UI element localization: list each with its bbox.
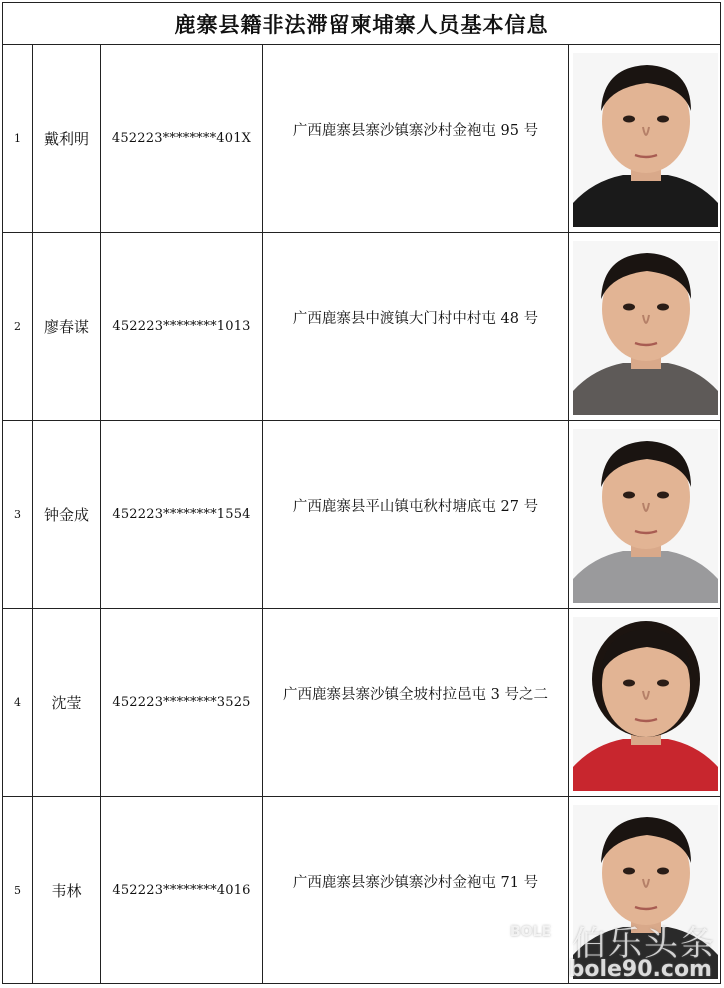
watermark-text: 伯乐头条 xyxy=(572,924,716,964)
table-row xyxy=(3,233,720,421)
person-name: 沈莹 xyxy=(33,609,101,796)
row-index: 1 xyxy=(3,45,33,232)
portrait-icon xyxy=(573,617,718,791)
id-number: 452223********3525 xyxy=(101,609,263,796)
person-name: 韦林 xyxy=(33,797,101,983)
id-number: 452223********1554 xyxy=(101,421,263,608)
home-address: 广西鹿寨县寨沙镇寨沙村金袍屯 71 号 xyxy=(263,797,569,983)
table-row xyxy=(3,609,720,797)
id-number: 452223********1013 xyxy=(101,233,263,420)
person-name: 廖春谋 xyxy=(33,233,101,420)
photo-cell xyxy=(569,609,720,796)
table-row xyxy=(3,421,720,609)
info-table xyxy=(2,2,721,984)
home-address: 广西鹿寨县寨沙镇全坡村拉邑屯 3 号之二 xyxy=(263,609,569,796)
home-address: 广西鹿寨县平山镇屯秋村塘底屯 27 号 xyxy=(263,421,569,608)
id-number: 452223********4016 xyxy=(101,797,263,983)
portrait-icon xyxy=(573,805,718,979)
row-index: 2 xyxy=(3,233,33,420)
person-photo xyxy=(573,429,718,603)
person-photo xyxy=(573,805,718,979)
photo-cell xyxy=(569,45,720,232)
table-title: 鹿寨县籍非法滞留柬埔寨人员基本信息 xyxy=(3,3,720,45)
person-photo xyxy=(573,53,718,227)
id-number: 452223********401X xyxy=(101,45,263,232)
watermark-url: bole90.com xyxy=(568,957,712,982)
photo-cell xyxy=(569,421,720,608)
row-index: 4 xyxy=(3,609,33,796)
portrait-icon xyxy=(573,429,718,603)
person-name: 钟金成 xyxy=(33,421,101,608)
table-row xyxy=(3,797,720,983)
home-address: 广西鹿寨县中渡镇大门村中村屯 48 号 xyxy=(263,233,569,420)
photo-cell xyxy=(569,797,720,983)
row-index: 5 xyxy=(3,797,33,983)
table-body xyxy=(3,45,720,983)
portrait-icon xyxy=(573,241,718,415)
table-row xyxy=(3,45,720,233)
person-photo xyxy=(573,617,718,791)
photo-cell xyxy=(569,233,720,420)
person-photo xyxy=(573,241,718,415)
home-address: 广西鹿寨县寨沙镇寨沙村金袍屯 95 号 xyxy=(263,45,569,232)
watermark-logo: BOLE xyxy=(510,924,552,940)
person-name: 戴利明 xyxy=(33,45,101,232)
row-index: 3 xyxy=(3,421,33,608)
portrait-icon xyxy=(573,53,718,227)
